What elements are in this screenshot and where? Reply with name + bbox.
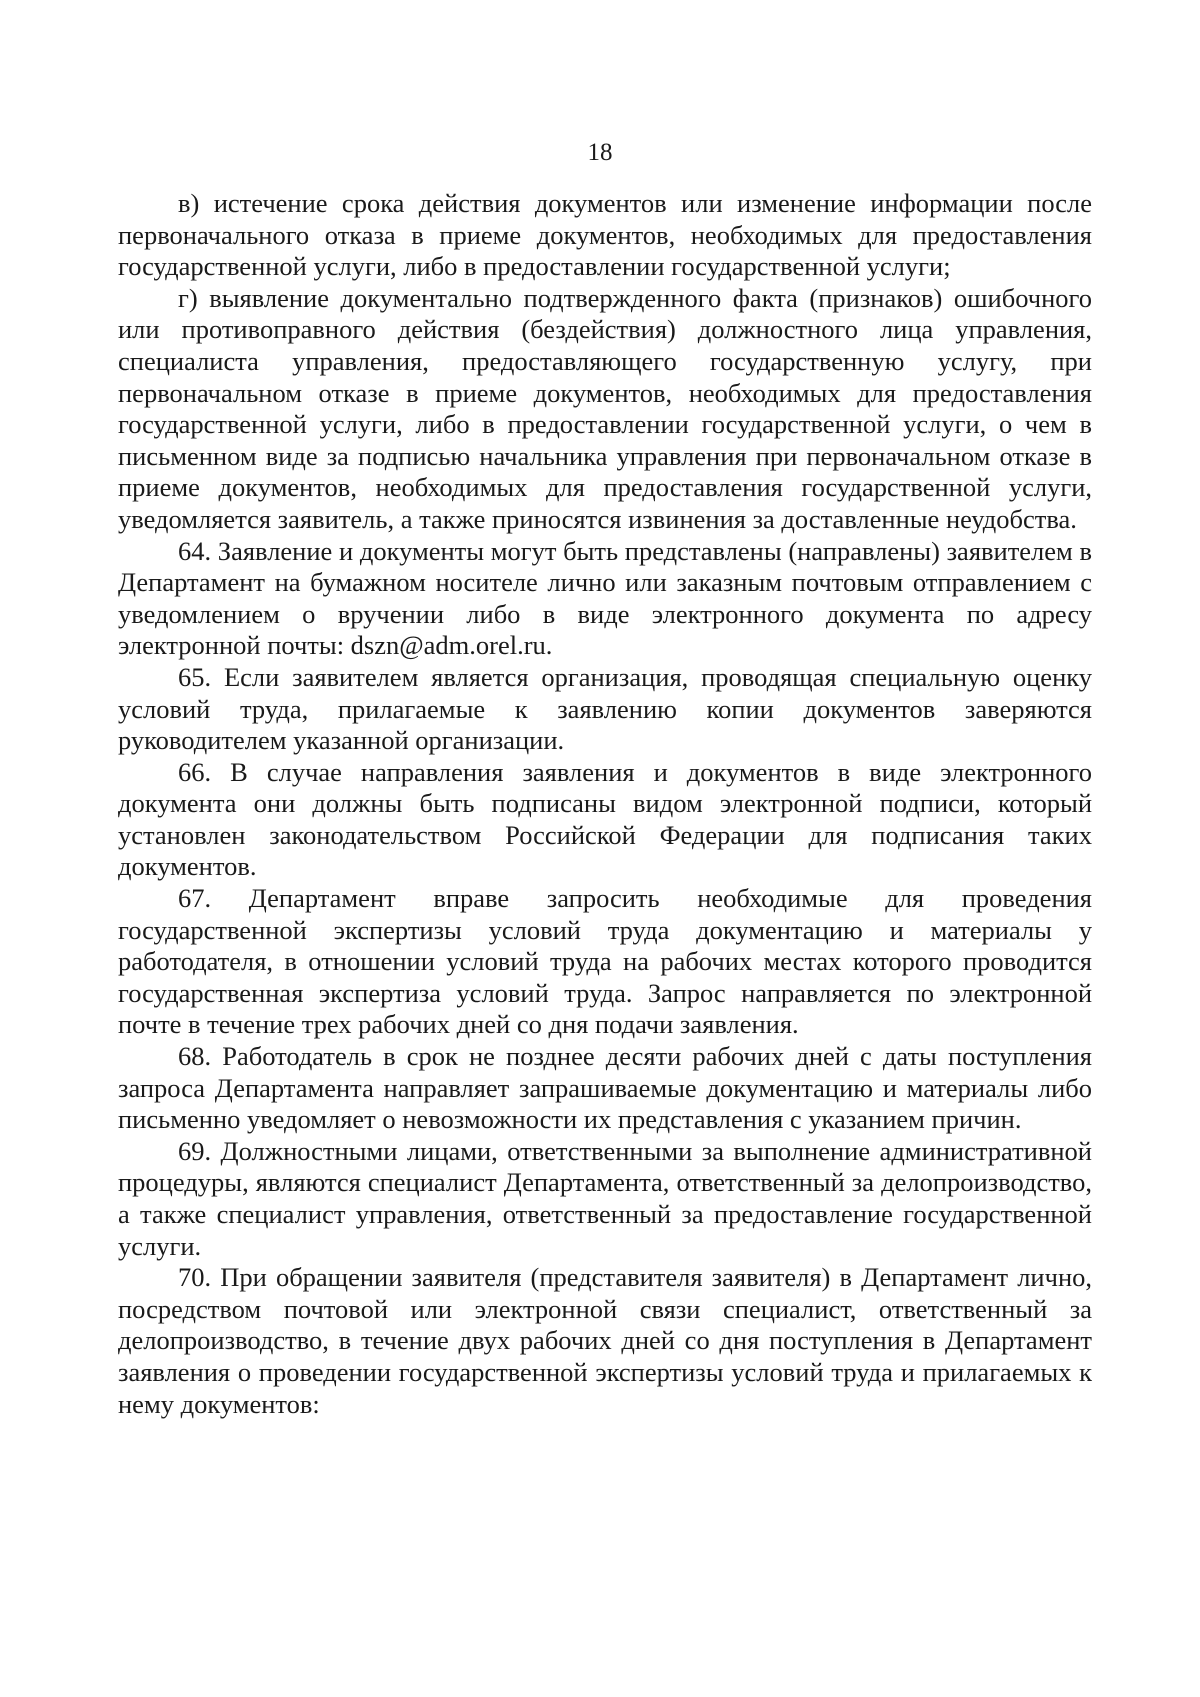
document-body	[118, 188, 1092, 1420]
paragraph-67: 67. Департамент вправе запросить необходимые для проведения государственной экспертизы условий труда документацию и материалы у работодателя, в отношении условий труда на рабочих местах которого проводится государственная экспертиза условий труда. Запрос направляется по электронной почте в течение трех рабочих дней со дня подачи заявления.	[118, 883, 1092, 1040]
paragraph-65: 65. Если заявителем является организация, проводящая специальную оценку условий труда, прилагаемые к заявлению копии документов заверяются руководителем указанной организации.	[118, 661, 1092, 756]
paragraph-g: г) выявление документально подтвержденного факта (признаков) ошибочного или противоправного действия (бездействия) должностного лица управления, специалиста управления, предоставляющего государственную услугу, при первоначальном отказе в приеме документов, необходимых для предоставления государственной услуги, либо в предоставлении государственной услуги, о чем в письменном виде за подписью начальника управления при первоначальном отказе в приеме документов, необходимых для предоставления государственной услуги, уведомляется заявитель, а также приносятся извинения за доставленные неудобства.	[118, 282, 1092, 534]
paragraph-69: 69. Должностными лицами, ответственными за выполнение административной процедуры, являются специалист Департамента, ответственный за делопроизводство, а также специалист управления, ответственный за предоставление государственной услуги.	[118, 1135, 1092, 1261]
paragraph-v: в) истечение срока действия документов или изменение информации после первоначального отказа в приеме документов, необходимых для предоставления государственной услуги, либо в предоставлении государственной услуги;	[118, 188, 1092, 282]
paragraph-68: 68. Работодатель в срок не позднее десяти рабочих дней с даты поступления запроса Департамента направляет запрашиваемые документацию и материалы либо письменно уведомляет о невозможности их представления с указанием причин.	[118, 1041, 1092, 1135]
paragraph-64: 64. Заявление и документы могут быть представлены (направлены) заявителем в Департамент на бумажном носителе лично или заказным почтовым отправлением с уведомлением о вручении либо в виде электронного документа по адресу электронной почты: dszn@adm.orel.ru.	[118, 535, 1092, 661]
page-number: 18	[587, 139, 613, 166]
paragraph-66: 66. В случае направления заявления и документов в виде электронного документа они должны быть подписаны видом электронной подписи, который установлен законодательством Российской Федерации для подписания таких документов.	[118, 756, 1092, 882]
paragraph-70: 70. При обращении заявителя (представителя заявителя) в Департамент лично, посредством почтовой или электронной связи специалист, ответственный за делопроизводство, в течение двух рабочих дней со дня поступления в Департамент заявления о проведении государственной экспертизы условий труда и прилагаемых к нему документов:	[118, 1262, 1092, 1419]
